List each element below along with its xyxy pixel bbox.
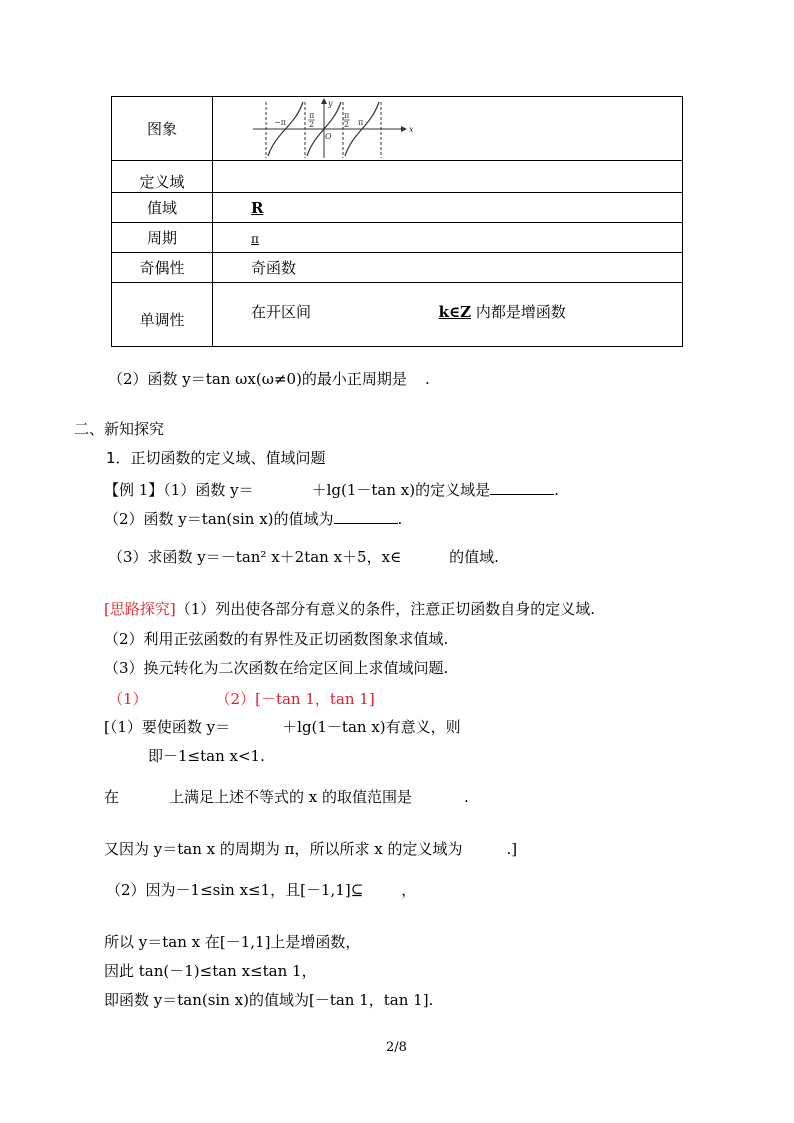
table-row-graph xyxy=(112,97,683,161)
table-row xyxy=(112,283,683,347)
answer-blank xyxy=(334,523,398,524)
label-x: x xyxy=(409,124,414,134)
solution-line-7: 因此 tan(－1)≤tan x≤tan 1， xyxy=(104,962,317,980)
text: 又因为 y＝tan x 的周期为 π，所以所求 x 的定义域为 xyxy=(104,840,463,858)
label-pi: π xyxy=(358,117,364,127)
text: [（1）要使函数 y＝ xyxy=(104,718,231,736)
text: （2）因为－1≤sin x≤1，且[－1,1]⊆ xyxy=(106,881,364,899)
row-value: 奇函数 xyxy=(213,253,683,283)
example-3-line xyxy=(108,546,499,567)
table-row xyxy=(112,223,683,253)
text: 【例 1】（1）函数 y＝ xyxy=(104,481,254,499)
answer-blank xyxy=(490,494,554,495)
row-label: 奇偶性 xyxy=(112,253,213,283)
line-period xyxy=(108,368,430,389)
text: ＋lg(1－tan x)有意义，则 xyxy=(282,718,461,736)
page-number: 2/8 xyxy=(386,1040,407,1055)
text: . xyxy=(464,788,469,806)
solution-line-8: 即函数 y＝tan(sin x)的值域为[－tan 1，tan 1]. xyxy=(104,991,434,1009)
row-value xyxy=(213,223,683,253)
section-heading: 二、新知探究 xyxy=(74,420,165,438)
text: （2）函数 y＝tan ωx(ω≠0)的最小正周期是 xyxy=(108,370,407,388)
label-y: y xyxy=(328,98,333,108)
text: .] xyxy=(506,840,518,858)
value-tail: 内都是增函数 xyxy=(475,303,566,321)
row-value xyxy=(213,161,683,193)
label-half-pi-den: 2 xyxy=(309,119,315,129)
subsection-heading: 1．正切函数的定义域、值域问题 xyxy=(106,449,326,467)
tan-graph xyxy=(251,98,431,160)
table-row xyxy=(112,161,683,193)
properties-table xyxy=(111,96,683,347)
text: . xyxy=(397,510,403,528)
table-row xyxy=(112,193,683,223)
example-1-line xyxy=(104,479,559,500)
solution-line-2: 即－1≤tan x<1. xyxy=(148,747,265,765)
row-label: 周期 xyxy=(112,223,213,253)
row-value xyxy=(213,193,683,223)
y-arrow xyxy=(321,98,327,104)
label-half-pi-num: π xyxy=(309,110,315,120)
row-label: 单调性 xyxy=(112,283,213,347)
solution-line-4 xyxy=(104,838,517,859)
text: （2）[－tan 1，tan 1] xyxy=(215,690,375,708)
text: 上满足上述不等式的 x 的取值范围是 xyxy=(169,788,413,806)
row-value xyxy=(213,283,683,347)
solution-line-1 xyxy=(104,716,461,737)
idea-line-3: （3）换元转化为二次函数在给定区间上求值域问题. xyxy=(104,659,449,677)
label-half-pi-den: 2 xyxy=(344,119,350,129)
value-text: 在开区间 xyxy=(251,303,312,321)
answer-line xyxy=(108,688,375,709)
row-label: 值域 xyxy=(112,193,213,223)
label-neg-pi: −π xyxy=(274,117,286,127)
graph-cell xyxy=(213,97,683,161)
value-text: π xyxy=(251,231,259,246)
example-2-line xyxy=(104,508,402,529)
solution-line-5 xyxy=(106,879,416,900)
text: . xyxy=(554,481,559,499)
solution-line-6: 所以 y＝tan x 在[－1,1]上是增函数， xyxy=(104,933,361,951)
row-label: 图象 xyxy=(112,97,213,161)
idea-tag: [思路探究] xyxy=(104,600,176,618)
value-text: R xyxy=(251,198,264,217)
solution-line-3 xyxy=(104,786,469,807)
text: 的值域. xyxy=(449,548,499,566)
row-label: 定义域 xyxy=(112,161,213,193)
label-half-pi-num: π xyxy=(344,110,350,120)
text: （2）函数 y＝tan(sin x)的值域为 xyxy=(104,510,334,528)
text: （1）列出使各部分有意义的条件，注意正切函数自身的定义域. xyxy=(175,600,596,618)
table-row xyxy=(112,253,683,283)
text: ＋lg(1－tan x)的定义域是 xyxy=(311,481,491,499)
label-origin: O xyxy=(325,131,332,141)
idea-line-2: （2）利用正弦函数的有界性及正切函数图象求值域. xyxy=(104,630,449,648)
idea-line-1 xyxy=(104,598,595,619)
text: （1） xyxy=(108,690,148,708)
text: 在 xyxy=(104,788,120,806)
x-arrow xyxy=(401,126,407,132)
value-k: k∈Z xyxy=(438,303,472,321)
text: . xyxy=(424,370,430,388)
text: （3）求函数 y＝－tan² x＋2tan x＋5，x∈ xyxy=(108,548,402,566)
text: ， xyxy=(401,881,417,899)
